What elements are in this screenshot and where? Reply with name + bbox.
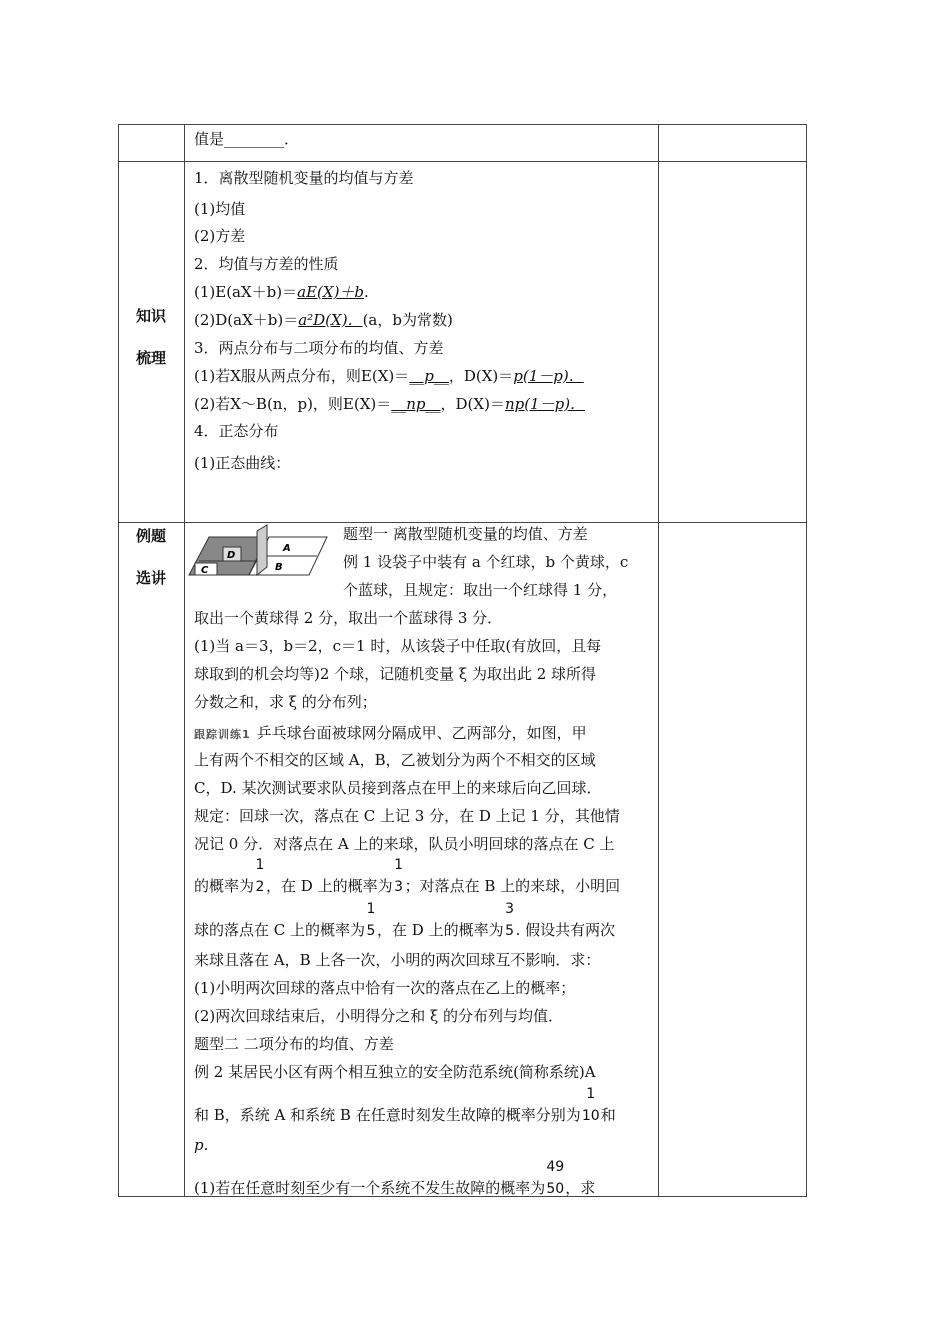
- region-label-b: B: [275, 562, 283, 573]
- table-border-right: [806, 124, 807, 1197]
- example-line-18: 题型二 二项分布的均值、方差: [194, 1035, 394, 1053]
- knowledge-line-11: (1)正态曲线：: [194, 454, 291, 472]
- fraction-three-fifths: [504, 901, 516, 941]
- text-segment: 和: [600, 1106, 616, 1124]
- binomial-mean-prefix: (2)若X～B(n，p)，则E(X)＝: [194, 395, 392, 413]
- example-line-17: (2)两次回球结束后，小明得分之和 ξ 的分布列与均值．: [194, 1007, 564, 1025]
- two-point-mean-prefix: (1)若X服从两点分布，则E(X)＝: [194, 367, 410, 385]
- knowledge-line-4: 2．均值与方差的性质: [194, 255, 339, 273]
- fraction-one-tenth: [581, 1086, 601, 1126]
- text-segment: ，在 D 上的概率为: [266, 877, 393, 895]
- example-line-3: 个蓝球，且规定：取出一个红球得 1 分，: [343, 581, 618, 599]
- example-line-10: C，D. 某次测试要求队员接到落点在甲上的来球后向乙回球．: [194, 779, 602, 797]
- table-border-left: [118, 124, 119, 1197]
- knowledge-line-6: [194, 310, 453, 330]
- text-segment: ，在 D 上的概率为: [377, 921, 504, 939]
- training-intro-text: 乒乓球台面被球网分隔成甲、乙两部分，如图，甲: [256, 724, 587, 742]
- example-line-14: [194, 901, 616, 941]
- col-divider-2: [658, 124, 659, 1197]
- table-border-top: [118, 124, 807, 125]
- mean-property-answer: aE(X)＋b: [297, 283, 365, 301]
- knowledge-line-9: [194, 394, 585, 414]
- text-segment: 球的落点在 C 上的概率为: [194, 921, 366, 939]
- fraction-one-fifth: [365, 901, 377, 941]
- knowledge-label-line1: 知识: [135, 307, 166, 325]
- example-line-9: 上有两个不相交的区域 A，B，乙被划分为两个不相交的区域: [194, 751, 596, 769]
- fraction-denominator: 50: [546, 1181, 565, 1197]
- knowledge-line-10: 4．正态分布: [194, 422, 279, 440]
- text-segment: ，求: [565, 1179, 596, 1197]
- example-line-8: [194, 723, 587, 745]
- example-label-line2: 选讲: [135, 569, 166, 587]
- variance-property-suffix: (a，b为常数): [362, 311, 453, 329]
- tracking-training-badge: 跟踪训练1: [194, 728, 251, 741]
- fraction-49-50: [545, 1159, 565, 1199]
- example-line-13: [194, 857, 621, 897]
- example-line-7: 分数之和，求 ξ 的分布列；: [194, 693, 377, 711]
- text-segment: (1)若在任意时刻至少有一个系统不发生故障的概率为: [194, 1179, 546, 1197]
- fraction-one-third: [393, 857, 405, 897]
- fraction-denominator: 2: [255, 879, 265, 895]
- binomial-mean-answer: __np__: [391, 395, 441, 413]
- two-point-var-answer: p(1－p)．: [513, 367, 584, 385]
- example-line-1: 题型一 离散型随机变量的均值、方差: [343, 525, 588, 543]
- text-segment: . 假设共有两次: [515, 921, 616, 939]
- knowledge-line-3: (2)方差: [194, 227, 246, 245]
- text-segment: 和 B，系统 A 和系统 B 在任意时刻发生故障的概率分别为: [194, 1106, 581, 1124]
- fraction-denominator: 10: [581, 1108, 600, 1124]
- variance-property-prefix: (2)D(aX＋b)＝: [194, 311, 299, 329]
- mean-property-suffix: .: [364, 283, 369, 301]
- fraction-denominator: 5: [505, 923, 515, 939]
- knowledge-label-line2: 梳理: [135, 349, 166, 367]
- region-label-a: A: [283, 543, 291, 554]
- example-line-11: 规定：回球一次，落点在 C 上记 3 分，在 D 上记 1 分，其他情: [194, 807, 620, 825]
- table-tennis-diagram: [187, 523, 329, 581]
- binomial-var-answer: np(1－p)．: [504, 395, 586, 413]
- fraction-denominator: 5: [366, 923, 376, 939]
- fraction-numerator: 1: [586, 1086, 596, 1102]
- variance-property-answer: a²D(X)．: [298, 311, 363, 329]
- col-divider-1: [184, 124, 185, 1197]
- example-line-19: 例 2 某居民小区有两个相互独立的安全防范系统(简称系统)A: [194, 1063, 596, 1081]
- text-segment: 的概率为: [194, 877, 255, 895]
- example-line-22: [194, 1159, 596, 1199]
- example-line-5: (1)当 a＝3，b＝2，c＝1 时，从该袋子中任取(有放回，且每: [194, 637, 602, 655]
- example-line-2: 例 1 设袋子中装有 a 个红球，b 个黄球，c: [343, 553, 629, 571]
- top-fill-line: 值是________．: [194, 130, 300, 148]
- example-line-4: 取出一个黄球得 2 分，取出一个蓝球得 3 分．: [194, 609, 503, 627]
- fraction-numerator: 1: [255, 857, 265, 873]
- example-line-6: 球取到的机会均等)2 个球，记随机变量 ξ 为取出此 2 球所得: [194, 665, 597, 683]
- fraction-numerator: 3: [505, 901, 515, 917]
- knowledge-line-1: 1．离散型随机变量的均值与方差: [194, 169, 414, 187]
- fraction-numerator: 1: [366, 901, 376, 917]
- two-point-mean-answer: __p__: [409, 367, 449, 385]
- knowledge-line-5: [194, 282, 369, 302]
- example-line-16: (1)小明两次回球的落点中恰有一次的落点在乙上的概率；: [194, 979, 576, 997]
- binomial-var-prefix: ，D(X)＝: [440, 395, 505, 413]
- row-divider-1: [118, 161, 807, 162]
- fraction-denominator: 3: [394, 879, 404, 895]
- example-line-15: 来球且落在 A，B 上各一次，小明的两次回球互不影响．求：: [194, 951, 601, 969]
- two-point-var-prefix: ，D(X)＝: [448, 367, 514, 385]
- fraction-one-half: [254, 857, 266, 897]
- example-line-20: [194, 1086, 616, 1126]
- example-label-line1: 例题: [135, 527, 166, 545]
- region-label-d: D: [227, 550, 236, 561]
- knowledge-line-2: (1)均值: [194, 200, 246, 218]
- example-line-21: p.: [194, 1136, 209, 1154]
- example-line-12: 况记 0 分．对落点在 A 上的来球，队员小明回球的落点在 C 上: [194, 835, 615, 853]
- text-segment: ；对落点在 B 上的来球，小明回: [404, 877, 621, 895]
- fraction-numerator: 49: [546, 1159, 565, 1175]
- knowledge-line-8: [194, 366, 584, 386]
- region-label-c: C: [201, 565, 209, 576]
- fraction-numerator: 1: [394, 857, 404, 873]
- knowledge-line-7: 3．两点分布与二项分布的均值、方差: [194, 339, 444, 357]
- mean-property-prefix: (1)E(aX＋b)＝: [194, 283, 298, 301]
